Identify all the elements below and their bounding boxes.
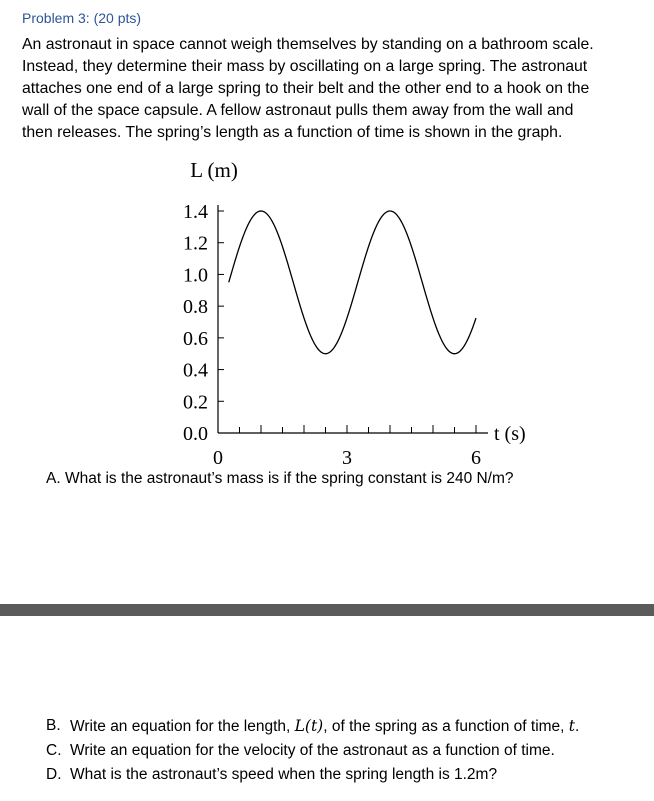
question-letter: D.	[46, 766, 62, 783]
question-letter: C.	[46, 742, 62, 759]
y-tick-label: 0.2	[183, 391, 208, 414]
problem-heading: Problem 3: (20 pts)	[22, 10, 142, 26]
question-text: What is the astronaut’s mass is if the spring constant is 240 N/m?	[64, 470, 514, 487]
x-tick-label: 0	[213, 447, 223, 469]
y-tick-label: 1.0	[183, 264, 208, 287]
section-divider	[0, 604, 654, 616]
question-text-part: Write an equation for the length,	[70, 718, 295, 735]
intro-line: then releases. The spring’s length as a function of time is shown in the graph.	[22, 124, 563, 141]
x-tick-label: 6	[471, 447, 481, 469]
x-tick-label: 3	[342, 447, 352, 469]
question-d	[46, 763, 579, 787]
question-b	[46, 714, 579, 739]
question-text	[70, 714, 579, 739]
y-tick-label: 0.4	[183, 359, 208, 382]
question-text: Write an equation for the velocity of the astronaut as a function of time.	[70, 742, 555, 759]
y-tick-label: 1.2	[183, 232, 208, 255]
question-a	[46, 470, 514, 488]
intro-line: wall of the space capsule. A fellow astronaut pulls them away from the wall and	[22, 102, 574, 119]
question-letter: B.	[46, 717, 61, 734]
intro-line: An astronaut in space cannot weigh themselves by standing on a bathroom scale.	[22, 36, 594, 53]
y-tick-label: 1.4	[183, 201, 208, 223]
y-axis-label: L (m)	[190, 158, 238, 182]
axis-ticks	[218, 211, 476, 433]
math-symbol: t	[568, 717, 576, 735]
question-c	[46, 739, 579, 763]
question-text-part: .	[575, 718, 580, 735]
question-list	[46, 714, 579, 787]
question-text: What is the astronaut’s speed when the spring length is 1.2m?	[70, 766, 498, 783]
y-tick-labels	[183, 201, 208, 445]
intro-line: Instead, they determine their mass by oscillating on a large spring. The astronaut	[22, 58, 588, 75]
question-text-part: , of the spring as a function of time,	[323, 718, 569, 735]
y-tick-label: 0.6	[183, 327, 208, 350]
x-tick-labels	[213, 447, 481, 469]
y-tick-label: 0.8	[183, 296, 208, 319]
math-symbol: L(t)	[294, 717, 324, 735]
question-letter: A.	[46, 470, 61, 487]
intro-line: attaches one end of a large spring to their belt and the other end to a hook on the	[22, 80, 590, 97]
length-curve	[229, 211, 476, 354]
y-tick-label: 0.0	[183, 423, 208, 445]
x-axis-label: t (s)	[494, 423, 526, 445]
